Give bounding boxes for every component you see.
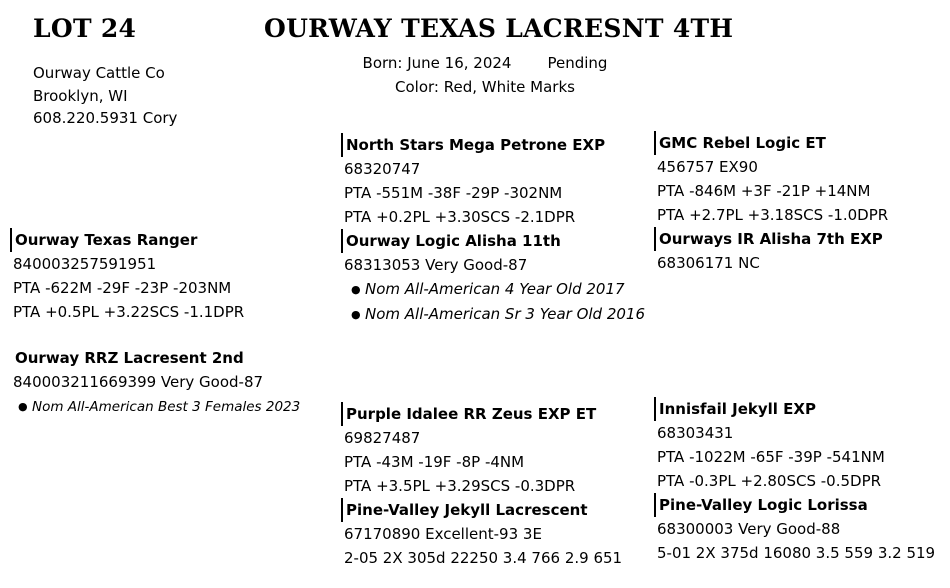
consignor-phone: 608.220.5931 Cory xyxy=(33,109,178,127)
bullet-icon: ● xyxy=(351,308,361,321)
dam-parents-block xyxy=(341,402,622,570)
sire-sire-registration: 68320747 xyxy=(344,160,421,178)
animal-name-title: OURWAY TEXAS LACRESNT 4TH xyxy=(264,14,734,43)
sire-dam-honor-2: ● Nom All-American Sr 3 Year Old 2016 xyxy=(341,302,645,327)
dd-dam-record: 5-01 2X 375d 16080 3.5 559 3.2 519 xyxy=(657,544,936,562)
dam-dam-name: Pine-Valley Jekyll Lacrescent xyxy=(341,498,622,522)
consignor-location: Brooklyn, WI xyxy=(33,86,128,105)
dd-sire-pta-production: PTA -1022M -65F -39P -541NM xyxy=(657,448,885,466)
bullet-icon: ● xyxy=(18,400,28,413)
dam-sire-pta-health: PTA +3.5PL +3.29SCS -0.3DPR xyxy=(344,477,576,495)
dd-sire-name: Innisfail Jekyll EXP xyxy=(654,397,935,421)
dam-sire-registration: 69827487 xyxy=(344,429,421,447)
dam-honor: ● Nom All-American Best 3 Females 2023 xyxy=(10,394,300,420)
ss-sire-registration: 456757 EX90 xyxy=(657,158,758,176)
dd-dam-registration: 68300003 Very Good-88 xyxy=(657,520,841,538)
born-date: Born: June 16, 2024 xyxy=(362,54,512,72)
sire-dam-honor-1: ● Nom All-American 4 Year Old 2017 xyxy=(341,277,645,302)
sire-sire-name: North Stars Mega Petrone EXP xyxy=(341,133,645,157)
ss-sire-pta-production: PTA -846M +3F -21P +14NM xyxy=(657,182,871,200)
dam-block xyxy=(10,346,300,420)
bullet-icon: ● xyxy=(351,283,361,296)
consignor-info xyxy=(33,62,177,130)
dam-dam-record: 2-05 2X 305d 22250 3.4 766 2.9 651 xyxy=(344,549,623,567)
ss-sire-name: GMC Rebel Logic ET xyxy=(654,131,888,155)
dam-dam-registration: 67170890 Excellent-93 3E xyxy=(344,525,542,543)
dam-name: Ourway RRZ Lacresent 2nd xyxy=(15,349,244,367)
dam-sire-pta-production: PTA -43M -19F -8P -4NM xyxy=(344,453,525,471)
sire-pta-production: PTA -622M -29F -23P -203NM xyxy=(13,279,232,297)
color-markings: Color: Red, White Marks xyxy=(395,78,575,96)
dd-dam-name: Pine-Valley Logic Lorissa xyxy=(654,493,935,517)
sire-name: Ourway Texas Ranger xyxy=(10,228,244,252)
dam-sire-name: Purple Idalee RR Zeus EXP ET xyxy=(341,402,622,426)
sire-block xyxy=(10,228,244,324)
registration-status: Pending xyxy=(547,54,608,72)
ss-dam-registration: 68306171 NC xyxy=(657,254,760,272)
dd-sire-pta-health: PTA -0.3PL +2.80SCS -0.5DPR xyxy=(657,472,882,490)
sire-dam-registration: 68313053 Very Good-87 xyxy=(344,256,528,274)
sire-dam-name: Ourway Logic Alisha 11th xyxy=(341,229,645,253)
dd-sire-registration: 68303431 xyxy=(657,424,734,442)
consignor-farm: Ourway Cattle Co xyxy=(33,64,165,82)
sire-registration: 840003257591951 xyxy=(13,255,157,273)
sire-sire-pta-production: PTA -551M -38F -29P -302NM xyxy=(344,184,563,202)
ss-parents-block xyxy=(654,131,888,275)
dd-parents-block xyxy=(654,397,935,565)
sire-sire-pta-health: PTA +0.2PL +3.30SCS -2.1DPR xyxy=(344,208,576,226)
dam-registration: 840003211669399 Very Good-87 xyxy=(13,373,264,391)
sire-sire-block xyxy=(341,133,645,327)
ss-dam-name: Ourways IR Alisha 7th EXP xyxy=(654,227,888,251)
ss-sire-pta-health: PTA +2.7PL +3.18SCS -1.0DPR xyxy=(657,206,889,224)
birth-info xyxy=(300,51,670,99)
lot-number: LOT 24 xyxy=(33,14,137,43)
sire-pta-health: PTA +0.5PL +3.22SCS -1.1DPR xyxy=(13,303,245,321)
